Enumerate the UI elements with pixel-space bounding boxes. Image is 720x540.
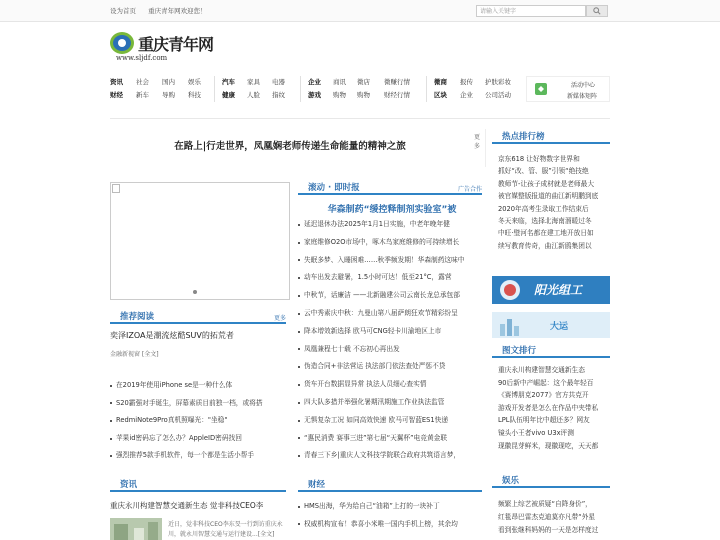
nav-item[interactable]: 科技 <box>188 91 201 99</box>
welcome-text: 重庆青年网欢迎您！ <box>148 7 207 15</box>
top-links <box>110 6 217 15</box>
list-item[interactable]: 在2019年使用iPhone se是一种什么体 <box>110 377 290 395</box>
list-item[interactable]: 无惧复杂工况 如同高效快速 欧马可智蓝ES1快递 <box>298 412 482 430</box>
nav-item[interactable]: 财经 <box>110 91 123 99</box>
hot-ranking-header <box>492 130 610 144</box>
site-logo[interactable] <box>110 30 220 64</box>
nav-item[interactable]: 汽车 <box>222 78 235 86</box>
recommend-more-link[interactable]: 更多 <box>273 315 286 322</box>
nav-divider <box>214 76 215 102</box>
list-item[interactable]: 四大队多措并举强化暑期汛期施工作业执法监管 <box>298 394 482 412</box>
list-item[interactable]: 教师节-让孩子成材就是老师最大 <box>498 179 595 188</box>
list-item[interactable]: 凤凰兼程七十载 不忘初心再出发 <box>298 341 482 359</box>
nav-item[interactable]: 护肤彩妆 <box>485 78 511 86</box>
list-item[interactable]: 抓好“改、管、服”引领“绝技绝 <box>498 167 589 176</box>
nav-item[interactable]: 微赚行情 <box>384 78 410 86</box>
list-item[interactable]: S20霸强对手诞生，屏幕素质目前独一档，或将搭 <box>110 395 290 413</box>
nav-item[interactable]: 家具 <box>247 78 260 86</box>
list-item[interactable]: 被官媒整版报道的曲江新明鹏到底 <box>498 192 599 201</box>
list-item[interactable]: 频繁上综艺被质疑“自降身价”， <box>498 500 592 508</box>
section-title: 财经 <box>308 480 326 490</box>
list-item[interactable]: 红毯昂巴雷杰克迪莫亦凡带“外星 <box>498 513 596 521</box>
news-thumbnail[interactable] <box>110 518 162 540</box>
nav-item[interactable]: 人脸 <box>247 91 260 99</box>
hot-ranking-list <box>498 153 610 252</box>
slideshow[interactable] <box>110 182 290 300</box>
city-icon <box>498 316 528 336</box>
set-homepage-link[interactable]: 设为首页 <box>110 7 136 15</box>
list-item[interactable]: HMS出海，华为给自己“油箱”上打的一块补丁 <box>298 498 482 516</box>
nav-item[interactable]: 国内 <box>162 78 175 86</box>
list-item[interactable]: 延迟退休办法2025年1月1日实施，中老年晚年健 <box>298 216 482 234</box>
news-header <box>110 478 286 492</box>
list-item[interactable]: 权威机构宣布！恭喜小米唯一国内手机上榜，其余均 <box>298 516 482 534</box>
list-item[interactable]: 《赛博朋克2077》官方共克开 <box>498 391 589 400</box>
recommend-feature-sub[interactable]: 金融新视窗 [全文] <box>110 351 159 358</box>
recommend-feature-title[interactable]: 奕泽IZOA是潮流炫酷SUV的拓荒者 <box>110 331 234 340</box>
ent-list <box>498 498 610 537</box>
news-feature-desc <box>168 520 292 540</box>
more-label: 更多 <box>473 134 480 150</box>
list-item[interactable]: 中秋节，话廉洁 ——北新融建公司云南长龙总承包部 <box>298 287 482 305</box>
recommend-header <box>110 310 286 324</box>
nav-item[interactable]: 微商 <box>434 78 447 86</box>
promo-line1: 活动中心 <box>571 82 596 89</box>
section-title: 图文排行 <box>502 346 537 356</box>
nav-item[interactable]: 资讯 <box>110 78 123 86</box>
list-item[interactable]: 90后新中产崛起：这个最年轻百 <box>498 378 594 387</box>
search-icon <box>593 7 601 15</box>
pic-ranking-header <box>492 344 610 358</box>
divider <box>485 129 486 167</box>
list-item[interactable]: 苹果id密码忘了怎么办？AppleID密码找回 <box>110 430 290 448</box>
search-input[interactable]: 请输入关键字 <box>476 5 586 17</box>
nav-group-news <box>110 76 210 102</box>
list-item[interactable]: 伪造合同+非法营运 执法部门依法查处严惩不贷 <box>298 358 482 376</box>
list-item[interactable]: 镜头小王者vivo U3x评测 <box>498 428 574 437</box>
ad-cooperation-link[interactable]: 广告合作 <box>457 186 482 193</box>
ent-header <box>492 474 610 488</box>
nav-item[interactable]: 企业 <box>460 91 473 99</box>
nav-item[interactable]: 微店 <box>357 78 370 86</box>
nav-item[interactable]: 报传 <box>460 78 473 86</box>
news-feature-title[interactable]: 重庆永川构建智慧交通新生态 觉非科技CEO李 <box>110 501 264 510</box>
nav-group-auto <box>222 76 298 102</box>
nav-divider <box>426 76 427 102</box>
list-item[interactable]: 货车开台数据显异常 执法人员细心查实情 <box>298 376 482 394</box>
nav-item[interactable]: 购物 <box>333 91 346 99</box>
list-item[interactable]: LPL队伍明年比中超还多？网友 <box>498 416 590 425</box>
rolling-list <box>298 216 482 465</box>
nav-divider <box>300 76 301 102</box>
list-item[interactable]: 云中秀素庆中秋：九曼山第八届萨朗狂欢节精彩纷呈 <box>298 305 482 323</box>
nav-group-wechat <box>434 76 522 102</box>
promo-line2: 新媒体矩阵 <box>567 93 598 100</box>
section-title: 热点排行榜 <box>502 132 545 142</box>
section-title: 资讯 <box>120 480 138 490</box>
activity-icon <box>533 81 549 97</box>
section-title: 娱乐 <box>502 476 520 486</box>
headline-more[interactable] <box>472 133 482 151</box>
search-button[interactable] <box>586 5 608 17</box>
nav-item[interactable]: 商讯 <box>333 78 346 86</box>
nav-item[interactable]: 购物 <box>357 91 370 99</box>
list-item[interactable]: 看到张继科妈妈的一天是怎样度过 <box>498 526 599 534</box>
list-item[interactable]: 2020年高考生录取工作结束后 <box>498 204 589 213</box>
divider <box>110 118 610 119</box>
list-item[interactable]: 强烈推荐5款手机软件，每一个都是生活小帮手 <box>110 447 290 465</box>
news-desc-line[interactable]: 川，就永川智慧交通与运行建设...[全文] <box>168 531 275 538</box>
nav-item[interactable]: 游戏 <box>308 91 321 99</box>
logo-text: 重庆青年网 <box>138 35 214 54</box>
list-item[interactable]: 续写教育传奇，曲江新鸥集团以 <box>498 241 592 250</box>
nav-item[interactable]: 新车 <box>136 91 149 99</box>
nav-item[interactable]: 企业 <box>308 78 321 86</box>
nav-group-business <box>308 76 424 102</box>
list-item[interactable]: 京东618 让好物数字世界和 <box>498 155 580 163</box>
list-item[interactable]: 重庆永川构建智慧交通新生态 <box>498 366 585 374</box>
thumbnail-image <box>110 518 162 540</box>
nav-item[interactable]: 区块 <box>434 91 447 99</box>
sunshine-banner[interactable] <box>492 276 610 304</box>
finance-list <box>298 498 482 533</box>
pic-ranking-list <box>498 364 610 452</box>
nav-item[interactable]: 电器 <box>272 78 285 86</box>
section-title: 推荐阅读 <box>120 312 155 322</box>
nav-item[interactable]: 财经行情 <box>384 91 410 99</box>
list-item[interactable]: 家庭维修O2O市场中，啄木鸟家庭维修的可持续增长 <box>298 234 482 252</box>
rolling-feature[interactable]: 华森制药“缓控释制剂实验室”被 <box>327 205 457 215</box>
list-item[interactable]: 降本增效新选择 欧马可CNG轻卡川渝地区上市 <box>298 323 482 341</box>
list-item[interactable]: 冬天来临，选择北海南溜暖过冬 <box>498 217 592 226</box>
news-desc-line: 近日，觉非科技CEO李东旻一行到访重庆永 <box>168 521 283 528</box>
slide-indicator[interactable] <box>193 290 197 294</box>
rolling-header <box>298 181 482 195</box>
logo-url: www.sljdf.com <box>116 54 168 62</box>
nav-item[interactable]: 健康 <box>222 91 235 99</box>
list-item[interactable]: 动车出发去避暑，1.5小时可达！低至21°C，露营 <box>298 269 482 287</box>
list-item[interactable]: 中旺·璧河名都在建工地开放日如 <box>498 229 594 238</box>
list-item[interactable]: “惠民消费 赛事三进”第七届“天翼杯”电竞黄金联 <box>298 430 482 448</box>
nav-item[interactable]: 指纹 <box>272 91 285 99</box>
emblem-icon <box>496 278 524 302</box>
promo-banner[interactable] <box>492 312 610 338</box>
nav-item[interactable]: 导购 <box>162 91 175 99</box>
list-item[interactable]: 现徽昆芽鲜米，现徽现吃，天天都 <box>498 441 599 450</box>
list-item[interactable]: 青春三下乡|重庆人文科技学院联合政府共筑语言梦， <box>298 447 482 465</box>
nav-item[interactable]: 娱乐 <box>188 78 201 86</box>
nav-item[interactable]: 社会 <box>136 78 149 86</box>
section-title: 滚动 · 即时报 <box>308 183 360 193</box>
nav-item[interactable]: 公司活动 <box>485 91 511 99</box>
headline[interactable]: 在路上|行走世界，凤凰娴老师传递生命能量的精神之旅 <box>174 141 406 152</box>
activity-promo[interactable] <box>526 76 610 102</box>
recommend-list <box>110 377 290 465</box>
top-bar <box>0 0 720 22</box>
logo-icon <box>110 32 134 54</box>
banner-text: 阳光组工 <box>534 283 583 297</box>
banner2-text: 大运 <box>550 322 569 332</box>
list-item[interactable]: RedmiNote9Pro真机照曝光："坐稳" <box>110 412 290 430</box>
broken-image-icon <box>112 184 120 193</box>
list-item[interactable]: 失眠多梦、入睡困难……秋季频发期！华森制药这味中 <box>298 252 482 270</box>
finance-header <box>298 478 482 492</box>
list-item[interactable]: 游戏开发者是怎么在作品中夹带私 <box>498 403 599 412</box>
